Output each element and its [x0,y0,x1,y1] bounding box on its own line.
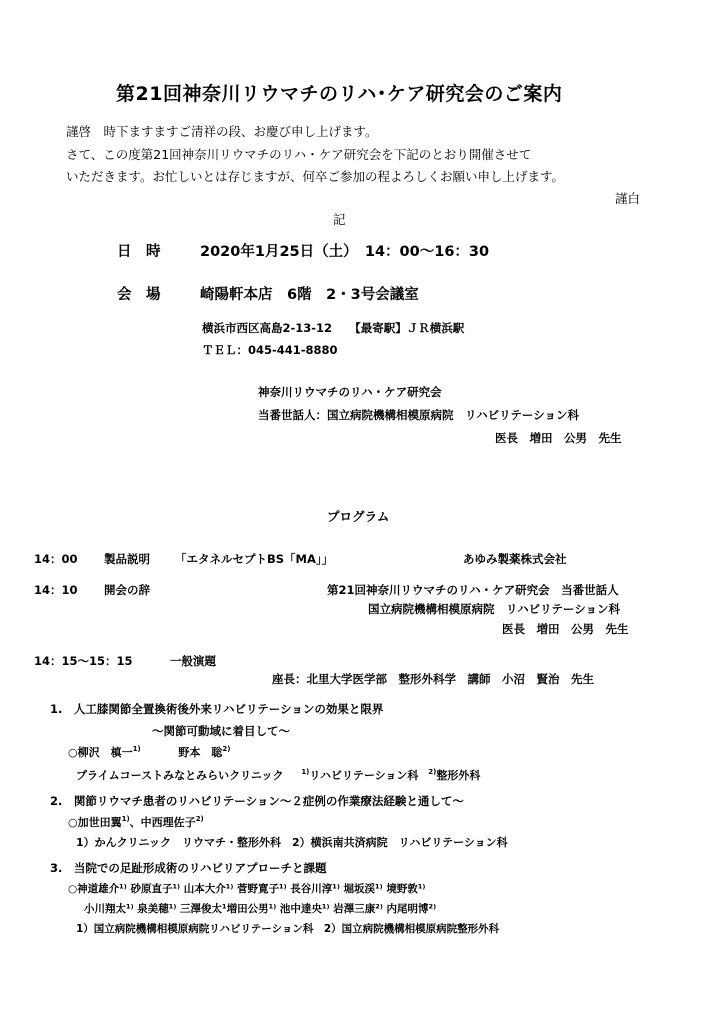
talk1-aff1-sup: 1) [301,768,310,776]
talk1-author-2: 野本 聡 [178,746,223,759]
ki-marker: 記 [333,212,346,227]
talk1-author-1: ○柳沢 槙一 [68,746,133,759]
greeting-line-3: いただきます。お忙しいとは存じますが、何卒ご参加の程よろしくお願い申し上げます。 [66,169,565,184]
s2-time: 14：10 [34,583,78,597]
talk1-aff2: 整形外科 [436,769,481,782]
greeting-line-2: さて、この度第21回神奈川リウマチのリハ・ケア研究会を下記のとおり開催させて [66,147,532,162]
talk1-affiliation [76,767,480,783]
s3-time: 14：15～15：15 [34,654,133,668]
talk1-aff1: リハビリテーション科 [309,769,419,782]
talk2-author-b: 、中西理佐子 [129,816,196,829]
talk2-author-b-sup: 2) [195,815,204,823]
s3-label: 一般演題 [170,654,216,668]
s3-chair: 座長：北里大学医学部 整形外科学 講師 小沼 賢治 先生 [272,672,594,686]
talk1-authors [68,744,230,760]
page-title: 第21回神奈川リウマチのリハ･ケア研究会のご案内 [116,83,563,105]
organizer-person: 医長 増田 公男 先生 [495,431,622,445]
s2-label: 開会の辞 [104,583,150,597]
date-label: 日 時 [117,244,161,260]
greeting-line-1: 謹啓 時下ますますご清祥の段、お慶び申し上げます。 [66,124,378,139]
talk3-authors-1: ○神道雄介¹⁾ 砂原直子¹⁾ 山本大介¹⁾ 菅野寛子¹⁾ 長谷川淳¹⁾ 堀坂渓¹⁾ 境野敦¹⁾ [68,883,426,895]
talk2-author-a-sup: 1) [121,815,130,823]
talk1-subtitle: ～関節可動域に着目して～ [152,724,290,738]
talk2-title: 2. 関節リウマチ患者のリハビリテーション～２症例の作業療法経験と通して～ [50,794,464,808]
s2-line-3: 医長 増田 公男 先生 [502,622,629,636]
venue-label: 会 場 [117,287,161,303]
organizer-host: 当番世話人：国立病院機構相模原病院 リハビリテーション科 [258,408,579,422]
s1-time: 14：00 [34,552,78,566]
greeting-closing: 謹白 [615,191,641,206]
s2-line-1: 第21回神奈川リウマチのリハ・ケア研究会 当番世話人 [327,583,619,597]
venue-address: 横浜市西区高島2-13-12 【最寄駅】ＪＲ横浜駅 [202,321,465,335]
venue-value: 崎陽軒本店 6階 2・3号会議室 [200,287,419,303]
talk2-author-a: ○加世田翼 [68,816,122,829]
date-value: 2020年1月25日（土） 14：00～16：30 [200,244,490,260]
venue-tel: ＴＥＬ：045-441-8880 [202,343,338,357]
talk2-authors [68,814,204,830]
talk3-title: 3. 当院での足趾形成術のリハビリアプローチと課題 [50,861,327,875]
program-heading: プログラム [327,509,390,524]
talk1-aff2-sup: 2) [428,768,437,776]
talk1-aff-name: プライムコーストみなとみらいクリニック [76,769,284,782]
organizer-name: 神奈川リウマチのリハ・ケア研究会 [258,385,442,399]
talk1-title: 1. 人工膝関節全置換術後外来リハビリテーションの効果と限界 [50,702,384,716]
s2-line-2: 国立病院機構相模原病院 リハビリテーション科 [368,602,620,616]
s1-detail: 「エタネルセプトBS「MA」」 [175,552,334,566]
s1-company: あゆみ製薬株式会社 [463,552,567,566]
talk1-author-1-sup: 1) [132,745,141,753]
talk1-author-2-sup: 2) [222,745,231,753]
talk2-affiliations: 1）かんクリニック リウマチ・整形外科 2）横浜南共済病院 リハビリテーション科 [76,836,508,849]
talk3-authors-2: 小川翔太¹⁾ 泉美穂¹⁾ 三澤俊太¹増田公男¹⁾ 池中達央¹⁾ 岩澤三康²⁾ 内尾明博²⁾ [84,903,437,915]
s1-label: 製品説明 [104,552,150,566]
talk3-affiliations: 1）国立病院機構相模原病院リハビリテーション科 2）国立病院機構相模原病院整形外科 [76,923,500,935]
